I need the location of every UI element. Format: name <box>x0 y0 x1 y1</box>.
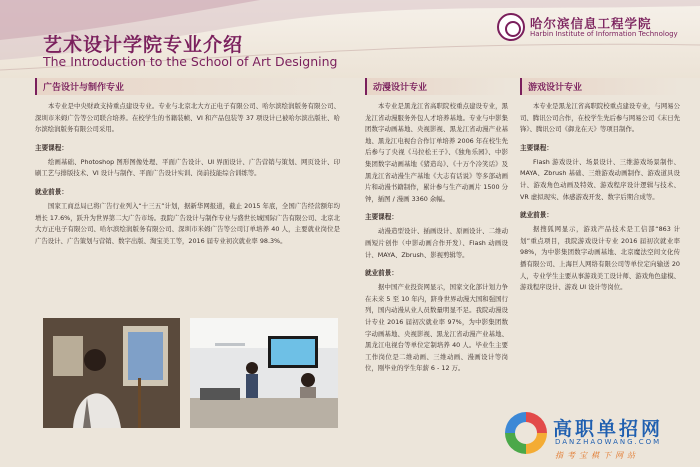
school-name-cn: 哈尔滨信息工程学院 <box>530 16 652 31</box>
section-game-design <box>520 78 680 294</box>
courses-text: 绘画基础、Photoshop 图形图像处理、平面广告设计、UI 界面设计、广告营销与策划、网页设计、印刷工艺与排版技术、VI 设计与制作、平面广告设计实训、岗前技能综合训练等。 <box>35 157 340 178</box>
classroom-photo <box>190 318 338 428</box>
page-title: 艺术设计学院专业介绍 <box>43 34 244 56</box>
prospects-label: 就业前景： <box>365 269 398 278</box>
prospects-label: 就业前景： <box>520 211 553 220</box>
prospects-text: 国家工商总局已将广告行业列入“十三五”计划，据新华网报道，截止 2015 年底，全国广告经营额年均增长 17.6%，跃升为世界第二大广告市场。我院广告设计与制作专业与盛世长城国际广告有限公司、北京北大方正电子有限公司、哈尔滨绘润版务有限公司、深圳市米姆广告等公司订单培养 40 人，主要就业岗位是广告设计、广告策划与营销、数字出版、淘宝美工等，2016 届专业初次就业率 98.3%。 <box>35 201 340 245</box>
watermark-logo-icon <box>505 412 547 454</box>
prospects-text: 据搜狐网显示，游戏产品技术是工信部“863 计划”重点项目，我院游戏设计专业 2016 届初次就业率 98%，为中影集团数字动画基地、北京魔法空间文化传播有限公司、上海巨人网络有限公司等单位定向输送 20 人，专业学生主要从事游戏美工设计师、游戏角色建模、游戏程序设计、游戏 UI 设计等岗位。 <box>520 225 680 292</box>
watermark-title: 高职单招网 <box>553 418 664 440</box>
courses-label: 主要课程： <box>365 213 398 222</box>
site-watermark <box>505 410 695 465</box>
section-intro: 本专业是黑龙江省高职院校重点建设专业，与网易公司、腾讯公司合作，在校学生先后参与网易公司《末日先锋》、腾讯公司《御龙在天》等项目制作。 <box>520 102 680 134</box>
courses-label: 主要课程： <box>35 143 68 152</box>
section-intro: 本专业是黑龙江省高职院校重点建设专业，黑龙江省动漫服务外包人才培养基地。专业与中影集团数字动画基地、央视影视、黑龙江省动漫产业基地、黑龙江电视台合作订单培养 2006 年在校生先后参与了央视《马拉松王子》、《独角乐园》、中影集团数字动画基地《猪造岛》、《十万个冷笑话》及黑龙江省动漫生产基地《大志有话说》等多部动画片和动漫书籍制作，累计参与生产动画片 1500 分钟，插图 / 漫画 3360 余幅。 <box>365 102 508 203</box>
courses-text: 动漫造型设计、插画设计、原画设计、二维动画短片创作（中影动画合作开发）、Flash 动画设计、MAYA、Zbrush、影视剪辑等。 <box>365 227 508 259</box>
prospects-label: 就业前景： <box>35 187 68 196</box>
courses-label: 主要课程： <box>520 143 553 152</box>
prospects-text: 据中国产业投资网显示，国家文化部计划力争在未来 5 至 10 年内，跻身世界动漫大国和强国行列，国内动漫从业人员数量明显不足。我院动漫设计专业 2016 届初次就业率 97%，为中影集团数字动画基地、央视影视、黑龙江省动漫产业基地、黑龙江电视台等单位定制培养 40 人。毕业生主要工作岗位是二维动画、三维动画、漫画设计等岗位，刚毕业的学生年薪 6 - 12 万。 <box>365 283 508 373</box>
courses-text: Flash 游戏设计、场景设计、三维游戏场景制作、MAYA、Zbrush 基础、三维游戏动画制作、游戏道具设计、游戏角色动画及特效、游戏程序设计逻辑与技术、VR 虚拟现实、体感游戏开发、数字后期合成等。 <box>520 157 680 201</box>
school-seal-icon <box>497 13 525 41</box>
students-painting-photo <box>43 318 180 428</box>
section-heading: 游戏设计专业 <box>520 78 680 95</box>
section-animation <box>365 78 508 375</box>
section-advertising <box>35 78 340 247</box>
watermark-domain: DANZHAOWANG.COM <box>555 438 662 446</box>
school-name-en: Harbin Institute of Information Technology <box>530 30 678 38</box>
section-intro: 本专业是中央财政支持重点建设专业。专业与北京北大方正电子有限公司、哈尔滨绘润版务有限公司、深圳市米姆广告等公司联合培养。在校学生的书籍装帧、VI 和产品包装等 37 项设计已被哈尔滨出版社、哈尔滨绘润版务有限公司采用。 <box>35 102 340 134</box>
section-heading: 广告设计与制作专业 <box>35 78 340 95</box>
page-subtitle: The Introduction to the School of Art Designing <box>43 54 338 69</box>
watermark-slogan: 指考宝棋下网站 <box>555 451 639 460</box>
section-heading: 动漫设计专业 <box>365 78 508 95</box>
school-logo <box>497 13 697 43</box>
